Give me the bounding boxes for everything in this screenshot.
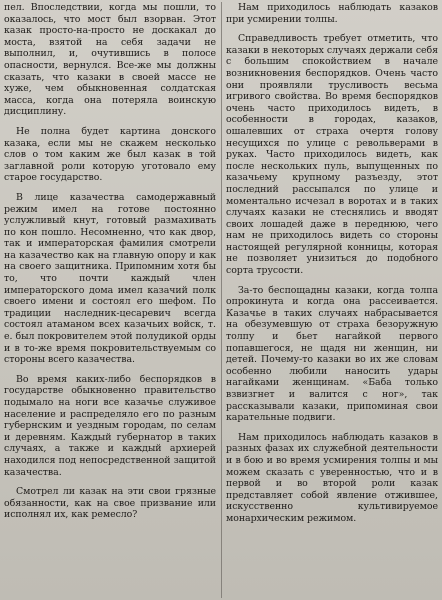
right-paragraph-3: За-то беспощадны казаки, когда толпа опрокинута и когда она рассеивается. Казачье в таких случаях набрасывается на обезумевшую от страха безоружную толпу и бьет нагайкой первого попавшегося, не щадя ни женщин, ни детей. Почему-то казаки во их же словам особенно любили наносить удары нагайками женщинам. «Баба только взвизгнет и валится с ног», так рассказывали казаки, припоминая свои карательные подвиги. bbox=[226, 284, 438, 424]
left-paragraph-1: пел. Впоследствии, когда мы пошли, то оказалось, что мост был взорван. Этот казак просто-на-просто не доскакал до моста, взятой на себя задачи не выполнил, и, очутившись в полосе опасности, вернулся. Все-же мы должны сказать, что казаки в своей массе не хуже, чем обыкновенная солдатская масса, когда она потеряла воинскую дисциплину. bbox=[4, 2, 216, 118]
left-paragraph-4: Во время каких-либо беспорядков в государстве обыкновенно правительство подымало на ноги все казачье служивое население и распределяло его по разным губернским и уездным городам, по селам и деревням. Каждый губернатор в таких случаях, а также и каждый архиерей находился под непосредственной защитой казачества. bbox=[4, 373, 216, 478]
right-paragraph-4: Нам приходилось наблюдать казаков в разных фазах их служебной деятельности и в бою и во время усмирения толпы и мы можем сказать с уверенностью, что и в первой и во второй роли казак представляет собой явление отжившее, искусственно культивируемое монархическим режимом. bbox=[226, 431, 438, 524]
right-column bbox=[226, 2, 438, 598]
left-paragraph-3: В лице казачества самодержавный режим имел на готове постоянно услужливый кнут, готовый размахивать по кон пошло. Несомненно, что как двор, так и императорская фамилия смотрели на казачество как на главную опору и как на своего защитника. Припомним хотя бы то, что почти каждый член императорского дома имел казачий полк своего имени и состоял его шефом. По традиции наследник-цесаревич всегда состоял атаманом всех казачьих войск, т. е. был покровителем этой полудикой орды и в то-же время покровительствуемым со стороны всего казачества. bbox=[4, 191, 216, 366]
left-paragraph-5: Смотрел ли казак на эти свои грязные обязанности, как на свое призвание или исполнял их, как ремесло? bbox=[4, 486, 216, 521]
right-paragraph-2: Справедливость требует отметить, что казаки в некоторых случаях держали себя с большим спокойствием в начале возникновения беспорядков. Очень часто они проявляли трусливость весьма игривого свойства. Во время беспорядков очень часто приходилось видеть, в особенности в городах, казаков, ошалевших от страха очертя голову несущихся по улице с револьверами в руках. Часто приходилось видеть, как после нескольких пуль, выпущенных по казачьему крупному разъезду, этот последний рассыпался по улице и моментально исчезал в воротах и в таких случаях казаки не стеснялись и вводят своих лошадей даже в переднюю, чего нам не приходилось видеть со стороны настоящей регулярной конницы, которая не позволяет унизиться до подобного сорта трусости. bbox=[226, 33, 438, 277]
left-column bbox=[4, 2, 216, 598]
right-paragraph-1: Нам приходилось наблюдать казаков при усмирении толпы. bbox=[226, 2, 438, 25]
left-paragraph-2: Не полна будет картина донского казака, если мы не скажем несколько слов о том каким же был казак в той заглавной роли которую уготовало ему старое государство. bbox=[4, 125, 216, 184]
column-divider bbox=[221, 2, 222, 598]
